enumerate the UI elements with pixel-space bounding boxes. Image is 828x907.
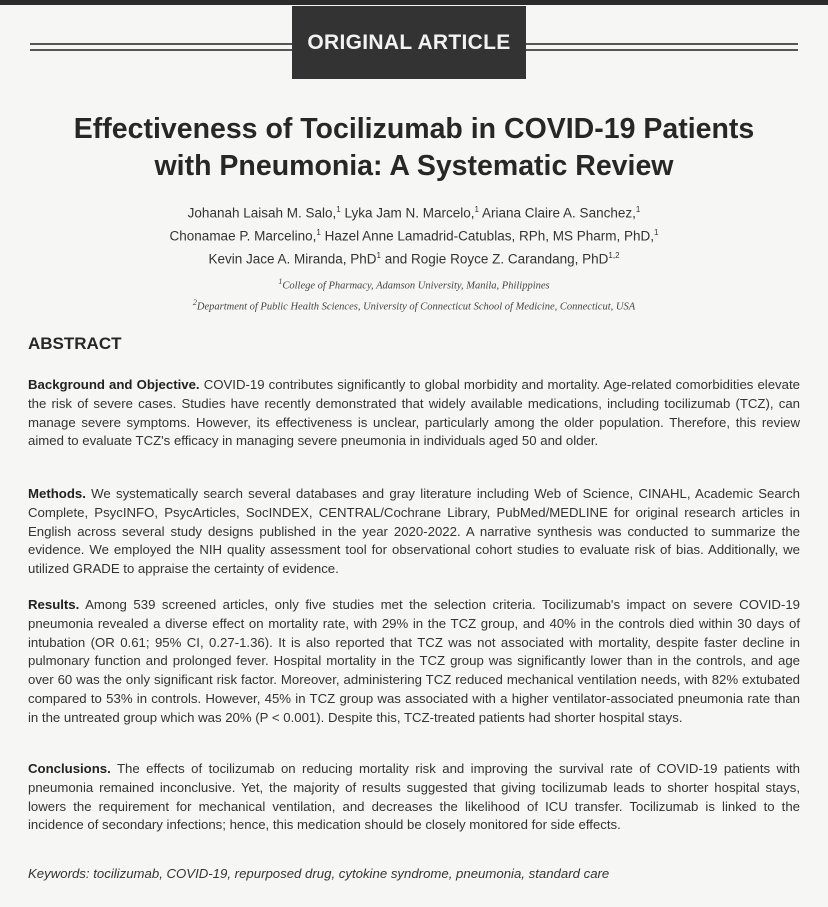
author-name: Lyka Jam N. Marcelo, bbox=[344, 205, 475, 221]
author-affiliation-mark: 1 bbox=[376, 251, 381, 260]
keywords: Keywords: tocilizumab, COVID-19, repurposed drug, cytokine syndrome, pneumonia, standard care bbox=[28, 866, 610, 881]
author-affiliation-mark: 1 bbox=[635, 205, 641, 214]
author-affiliation-mark: 1 bbox=[474, 205, 479, 214]
abstract-conclusions bbox=[28, 760, 800, 835]
author-name: Johanah Laisah M. Salo, bbox=[187, 205, 337, 221]
abstract-results bbox=[28, 596, 800, 728]
author-name: Hazel Anne Lamadrid-Catublas, RPh, MS Pharm, PhD, bbox=[324, 228, 654, 244]
section-label: Results. bbox=[28, 597, 80, 612]
section-text: We systematically search several databases and gray literature including Web of Science, CINAHL, Academic Search Complete, PsycINFO, PsycArticles, SocINDEX, CENTRAL/Cochrane Library, PubMed/MEDLINE for original research articles in English across several study designs published in the year 2020-2022. A narrative synthesis was conducted to summarize the evidence. We employed the NIH quality assessment tool for observational cohort studies to evaluate risk of bias. Additionally, we utilized GRADE to appraise the certainty of evidence. bbox=[28, 486, 800, 577]
section-label: Methods. bbox=[28, 486, 86, 501]
author-name: Kevin Jace A. Miranda, PhD bbox=[208, 251, 377, 267]
author-line-2 bbox=[100, 223, 728, 246]
affiliation-list bbox=[100, 274, 728, 315]
header-rule-left bbox=[30, 41, 292, 53]
author-affiliation-mark: 1 bbox=[654, 228, 659, 237]
author-line-3 bbox=[100, 246, 728, 269]
affiliation-1: $^1$College of Pharmacy, Adamson University, Manila, Philippines bbox=[278, 277, 550, 292]
author-name: Ariana Claire A. Sanchez, bbox=[482, 205, 636, 221]
author-affiliation-mark: 1,2 bbox=[608, 251, 620, 260]
affiliation-2: $^2$Department of Public Health Sciences, University of Connecticut School of Medicine, Connecticut, USA bbox=[192, 297, 636, 312]
author-line-1 bbox=[100, 200, 728, 223]
abstract-heading: ABSTRACT bbox=[28, 334, 122, 353]
author-affiliation-mark: 1 bbox=[336, 205, 341, 214]
author-affiliation-mark: 1 bbox=[316, 228, 321, 237]
author-name: Chonamae P. Marcelino, bbox=[169, 228, 317, 244]
top-edge-bar bbox=[0, 0, 828, 5]
article-title-line-2: with Pneumonia: A Systematic Review bbox=[154, 150, 674, 182]
section-label: Conclusions. bbox=[28, 761, 111, 776]
abstract-methods bbox=[28, 485, 800, 579]
abstract-background bbox=[28, 376, 800, 451]
author-list bbox=[100, 200, 728, 269]
author-name: and Rogie Royce Z. Carandang, PhD bbox=[384, 251, 609, 267]
article-title bbox=[20, 111, 808, 185]
article-type-banner: ORIGINAL ARTICLE bbox=[292, 6, 526, 79]
article-title-line-1: Effectiveness of Tocilizumab in COVID-19 Patients bbox=[73, 113, 755, 145]
header-rule-right bbox=[526, 41, 798, 53]
section-text: COVID-19 contributes significantly to global morbidity and mortality. Age-related comorbidities elevate the risk of severe cases. Studies have recently demonstrated that widely available medications, including tocilizumab (TCZ), can manage severe symptoms. However, its effectiveness is unclear, particularly among the older population. Therefore, this review aimed to evaluate TCZ's efficacy in managing severe pneumonia in individuals aged 50 and older. bbox=[28, 377, 800, 449]
section-text: Among 539 screened articles, only five studies met the selection criteria. Tocilizumab's impact on severe COVID-19 pneumonia revealed a diverse effect on mortality rate, with 29% in the TCZ group, and 40% in the controls died within 30 days of intubation (OR 0.61; 95% CI, 0.27-1.36). It is also reported that TCZ was not associated with mortality, despite faster decline in pulmonary function and prolonged fever. Hospital mortality in the TCZ group was significantly lower than in the controls, and age over 60 was the only significant risk factor. Moreover, administering TCZ reduced mechanical ventilation needs, with 82% extubated compared to 53% in controls. However, 45% in TCZ group was associated with a higher ventilator-associated pneumonia rate than in the untreated group which was 20% (P < 0.001). Despite this, TCZ-treated patients had shorter hospital stays. bbox=[28, 597, 801, 725]
section-text: The effects of tocilizumab on reducing mortality risk and improving the survival rate of COVID-19 patients with pneumonia remained inconclusive. Yet, the majority of results suggested that giving tocilizumab leads to shorter hospital stays, lowers the requirement for mechanical ventilation, and decreases the likelihood of ICU transfer. Tocilizumab is linked to the incidence of secondary infections; hence, this medication should be closely monitored for side effects. bbox=[28, 761, 800, 833]
section-label: Background and Objective. bbox=[28, 377, 200, 392]
